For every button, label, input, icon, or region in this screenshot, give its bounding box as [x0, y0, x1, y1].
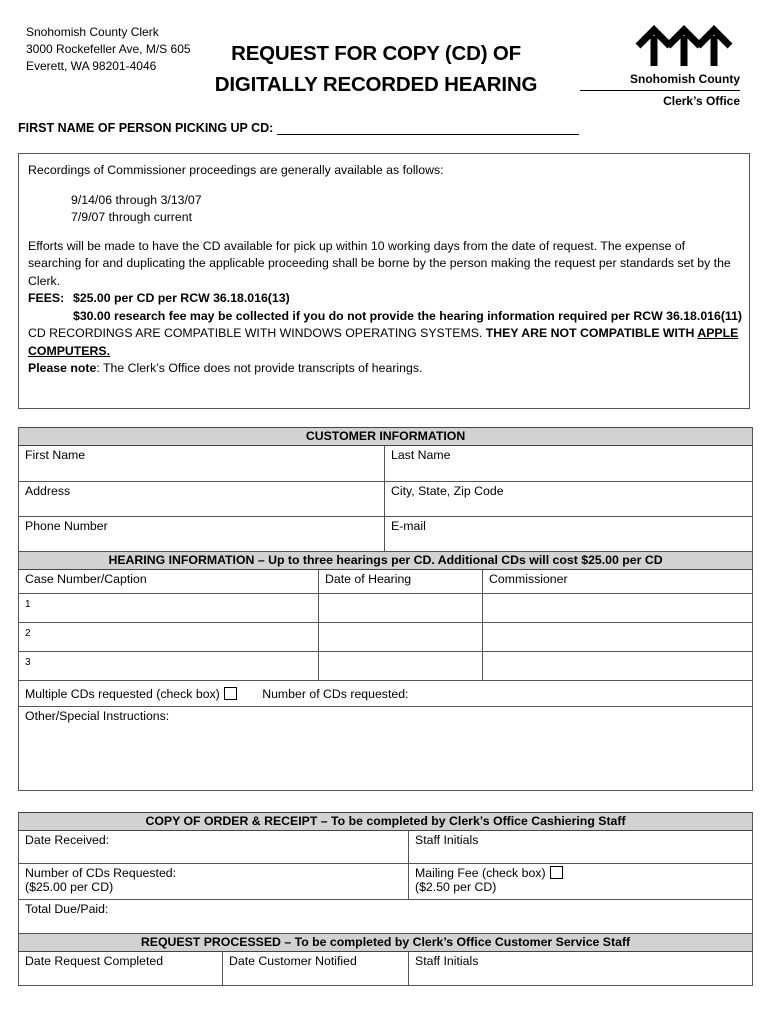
table-row	[19, 652, 753, 681]
num-cds-label: Number of CDs Requested:	[25, 866, 177, 880]
fee-row-2	[28, 308, 743, 326]
customer-hearing-table	[18, 427, 753, 791]
hearing-date-1[interactable]	[319, 594, 483, 623]
email-field[interactable]	[385, 517, 753, 552]
processed-staff-initials-field[interactable]	[409, 952, 753, 986]
pickup-blank-line[interactable]	[277, 122, 579, 135]
processed-staff-initials-label: Staff Initials	[415, 954, 479, 968]
mailing-fee-price: ($2.50 per CD)	[415, 880, 497, 894]
address-field[interactable]	[19, 482, 385, 517]
email-label: E-mail	[391, 519, 426, 533]
case-caption-column-header: Case Number/Caption	[19, 570, 319, 594]
commissioner-1[interactable]	[483, 594, 753, 623]
total-due-label: Total Due/Paid:	[25, 902, 109, 916]
special-instructions-label: Other/Special Instructions:	[25, 709, 170, 723]
multiple-cds-row	[19, 681, 753, 707]
compat-plain: CD RECORDINGS ARE COMPATIBLE WITH WINDOWS OPERATING SYSTEMS.	[28, 326, 486, 340]
logo-rule	[580, 90, 740, 91]
processed-header: REQUEST PROCESSED – To be completed by Clerk’s Office Customer Service Staff	[19, 934, 753, 952]
hearing-date-column-header: Date of Hearing	[319, 570, 483, 594]
city-state-zip-label: City, State, Zip Code	[391, 484, 504, 498]
num-cds-price: ($25.00 per CD)	[25, 880, 114, 894]
special-instructions-field[interactable]	[19, 707, 753, 791]
address-label: Address	[25, 484, 71, 498]
case-caption-1[interactable]	[19, 594, 319, 623]
commissioner-column-header: Commissioner	[483, 570, 753, 594]
num-cds-field[interactable]	[19, 864, 409, 900]
table-row	[19, 623, 753, 652]
mountain-logo-icon	[634, 22, 744, 66]
available-dates	[28, 192, 740, 227]
multiple-cds-label: Multiple CDs requested (check box)	[25, 686, 220, 701]
case-caption-3[interactable]	[19, 652, 319, 681]
clerk-address	[26, 24, 191, 75]
last-name-field[interactable]	[385, 446, 753, 482]
phone-label: Phone Number	[25, 519, 108, 533]
row-number: 1	[25, 599, 31, 610]
number-cds-label: Number of CDs requested:	[262, 686, 409, 701]
note-label: Please note	[28, 361, 97, 375]
date-completed-label: Date Request Completed	[25, 954, 164, 968]
address-line-3: Everett, WA 98201-4046	[26, 59, 157, 73]
address-line-2: 3000 Rockefeller Ave, M/S 605	[26, 42, 191, 56]
first-name-label: First Name	[25, 448, 86, 462]
mailing-fee-field	[409, 864, 753, 900]
row-number: 2	[25, 628, 31, 639]
fee-row-1	[28, 290, 740, 308]
info-box	[18, 153, 750, 409]
commissioner-2[interactable]	[483, 623, 753, 652]
fees-label: FEES:	[28, 291, 65, 305]
date-notified-label: Date Customer Notified	[229, 954, 357, 968]
city-state-zip-field[interactable]	[385, 482, 753, 517]
compat-bold: THEY ARE NOT COMPATIBLE WITH	[485, 326, 698, 340]
row-number: 3	[25, 657, 31, 668]
commissioner-3[interactable]	[483, 652, 753, 681]
table-row	[19, 594, 753, 623]
pickup-name-field[interactable]	[18, 121, 579, 135]
fee-2: $30.00 research fee may be collected if you do not provide the hearing information required per RCW 36.18.016(11)	[73, 308, 743, 323]
pickup-label: FIRST NAME OF PERSON PICKING UP CD:	[18, 121, 274, 135]
compat-apple: APPLE	[697, 326, 739, 340]
form-title	[196, 38, 556, 100]
date-range-1: 9/14/06 through 3/13/07	[71, 192, 202, 207]
receipt-header: COPY OF ORDER & RECEIPT – To be completed by Clerk’s Office Cashiering Staff	[19, 813, 753, 831]
please-note	[28, 360, 740, 378]
receipt-staff-initials-label: Staff Initials	[415, 833, 479, 847]
efforts-text: Efforts will be made to have the CD available for pick up within 10 working days from the date of request. The expense of searching for and duplicating the applicable proceeding shall be borne by the person making the request per standards set by the Clerk.	[28, 238, 731, 288]
fee-1: $25.00 per CD per RCW 36.18.016(13)	[73, 291, 290, 305]
mailing-fee-label: Mailing Fee (check box)	[415, 866, 546, 880]
date-notified-field[interactable]	[223, 952, 409, 986]
county-logo	[580, 20, 740, 110]
phone-field[interactable]	[19, 517, 385, 552]
compat-computers: COMPUTERS.	[28, 343, 110, 358]
logo-office-name: Clerk’s Office	[663, 94, 740, 108]
hearing-date-2[interactable]	[319, 623, 483, 652]
last-name-label: Last Name	[391, 448, 451, 462]
hearing-date-3[interactable]	[319, 652, 483, 681]
info-intro: Recordings of Commissioner proceedings are generally available as follows:	[28, 163, 444, 177]
total-due-field[interactable]	[19, 900, 753, 934]
date-received-field[interactable]	[19, 831, 409, 864]
first-name-field[interactable]	[19, 446, 385, 482]
mailing-fee-checkbox[interactable]	[550, 866, 563, 879]
date-received-label: Date Received:	[25, 833, 110, 847]
title-line-2: DIGITALLY RECORDED HEARING	[214, 73, 538, 96]
receipt-staff-initials-field[interactable]	[409, 831, 753, 864]
receipt-processed-table	[18, 812, 753, 986]
multiple-cds-checkbox[interactable]	[224, 687, 237, 700]
note-text: : The Clerk’s Office does not provide transcripts of hearings.	[96, 361, 423, 375]
address-line-1: Snohomish County Clerk	[26, 25, 159, 39]
customer-info-header: CUSTOMER INFORMATION	[19, 428, 753, 446]
title-line-1: REQUEST FOR COPY (CD) OF	[231, 42, 521, 65]
date-completed-field[interactable]	[19, 952, 223, 986]
date-range-2: 7/9/07 through current	[71, 210, 192, 224]
compatibility-note	[28, 325, 740, 360]
case-caption-2[interactable]	[19, 623, 319, 652]
hearing-info-header: HEARING INFORMATION – Up to three hearings per CD. Additional CDs will cost $25.00 per CD	[19, 552, 753, 570]
logo-county-name: Snohomish County	[630, 72, 740, 86]
